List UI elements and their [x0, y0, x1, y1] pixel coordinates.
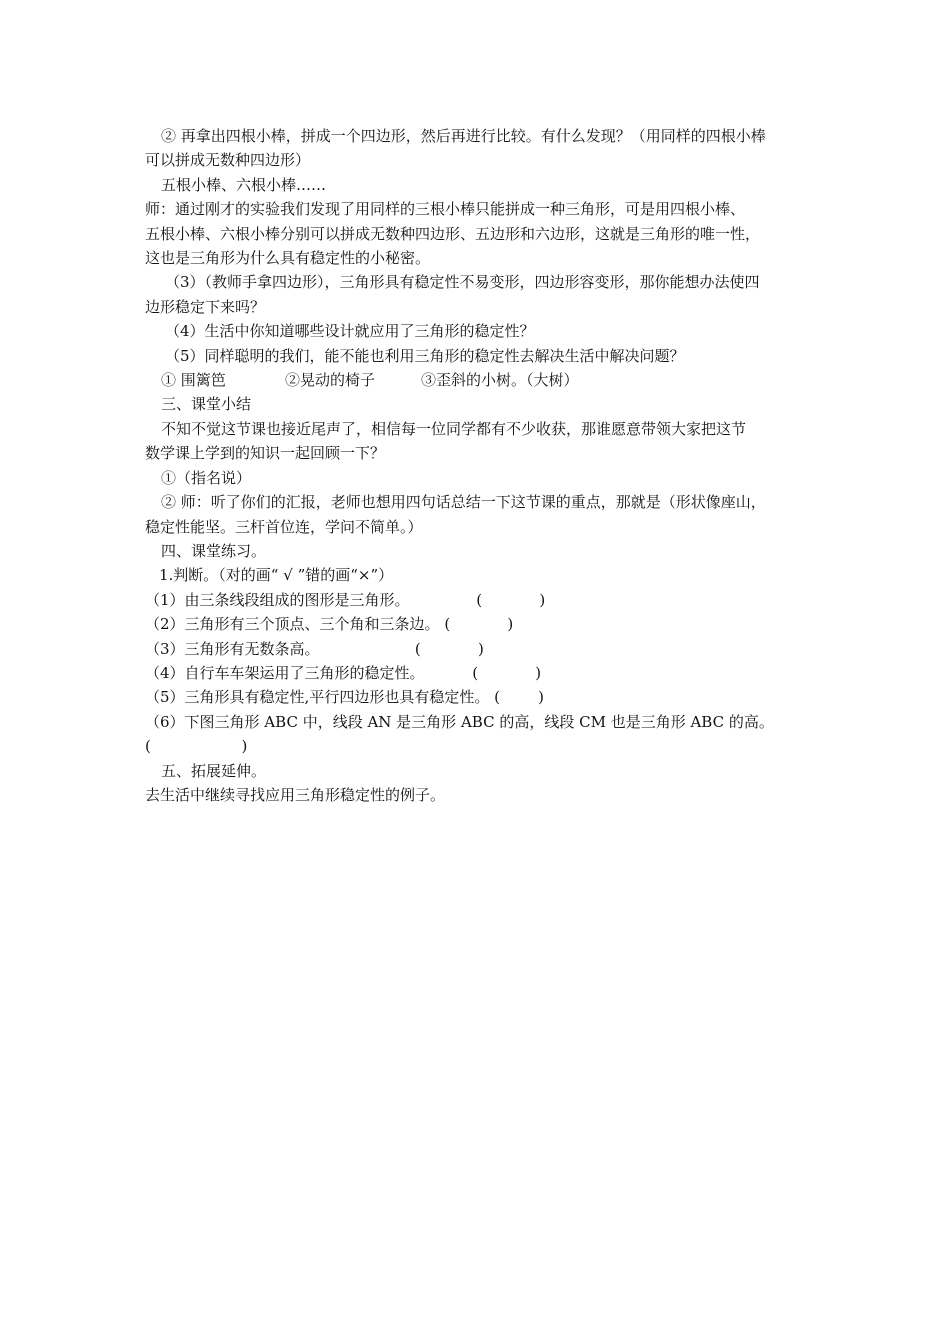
document-body — [145, 124, 810, 807]
text-line: （5）三角形具有稳定性,平行四边形也具有稳定性。 ( ) — [145, 688, 544, 707]
paragraph-block — [145, 124, 810, 368]
text-line: 去生活中继续寻找应用三角形稳定性的例子。 — [145, 785, 446, 804]
text-line: （3）（教师手拿四边形），三角形具有稳定性不易变形，四边形容变形，那你能想办法使四 — [165, 273, 760, 292]
text-line: 五根小棒、六根小棒…… — [161, 175, 327, 194]
text-line: 稳定性能坚。三杆首位连，学问不简单。） — [145, 517, 423, 536]
text-line: （1）由三条线段组成的图形是三角形。 ( ) — [145, 590, 546, 609]
options-line — [145, 368, 810, 392]
text-line: 边形稳定下来吗？ — [145, 297, 266, 316]
text-line: ( ) — [145, 737, 248, 756]
text-line: 三、课堂小结 — [161, 395, 252, 414]
text-line: 不知不觉这节课也接近尾声了，相信每一位同学都有不少收获，那谁愿意带领大家把这节 — [161, 419, 747, 438]
text-line: 这也是三角形为什么具有稳定性的小秘密。 — [145, 249, 431, 268]
option-tree: ③歪斜的小树。（大树） — [421, 371, 579, 390]
text-line: （5）同样聪明的我们，能不能也利用三角形的稳定性去解决生活中解决问题？ — [165, 346, 685, 365]
text-line: （4）自行车车架运用了三角形的稳定性。 ( ) — [145, 663, 542, 682]
text-line: 五、拓展延伸。 — [161, 761, 267, 780]
text-line: （4）生活中你知道哪些设计就应用了三角形的稳定性？ — [165, 322, 535, 341]
text-line: 1.判断。（对的画“ √ ”错的画“×”） — [159, 566, 394, 585]
option-chair: ②晃动的椅子 — [285, 371, 376, 390]
text-line: （3）三角形有无数条高。 ( ) — [145, 639, 484, 658]
text-line: 五根小棒、六根小棒分别可以拼成无数种四边形、五边形和六边形，这就是三角形的唯一性， — [145, 224, 761, 243]
text-line: （2）三角形有三个顶点、三个角和三条边。 ( ) — [145, 615, 514, 634]
text-line: ①（指名说） — [161, 468, 252, 487]
option-fence: ① 围篱笆 — [161, 371, 226, 390]
text-line: 师：通过刚才的实验我们发现了用同样的三根小棒只能拼成一种三角形，可是用四根小棒、 — [145, 200, 746, 219]
text-line: 四、课堂练习。 — [161, 541, 267, 560]
text-line: （6）下图三角形 ABC 中，线段 AN 是三角形 ABC 的高，线段 CM 也是三角形 ABC 的高。 — [145, 712, 774, 731]
text-line: 可以拼成无数种四边形） — [145, 151, 311, 170]
text-line: 数学课上学到的知识一起回顾一下？ — [145, 444, 386, 463]
text-line: ② 师：听了你们的汇报，老师也想用四句话总结一下这节课的重点，那就是（形状像座山， — [161, 493, 766, 512]
paragraph-block — [145, 392, 810, 807]
text-line: ② 再拿出四根小棒，拼成一个四边形，然后再进行比较。有什么发现？（用同样的四根小棒 — [161, 127, 766, 145]
